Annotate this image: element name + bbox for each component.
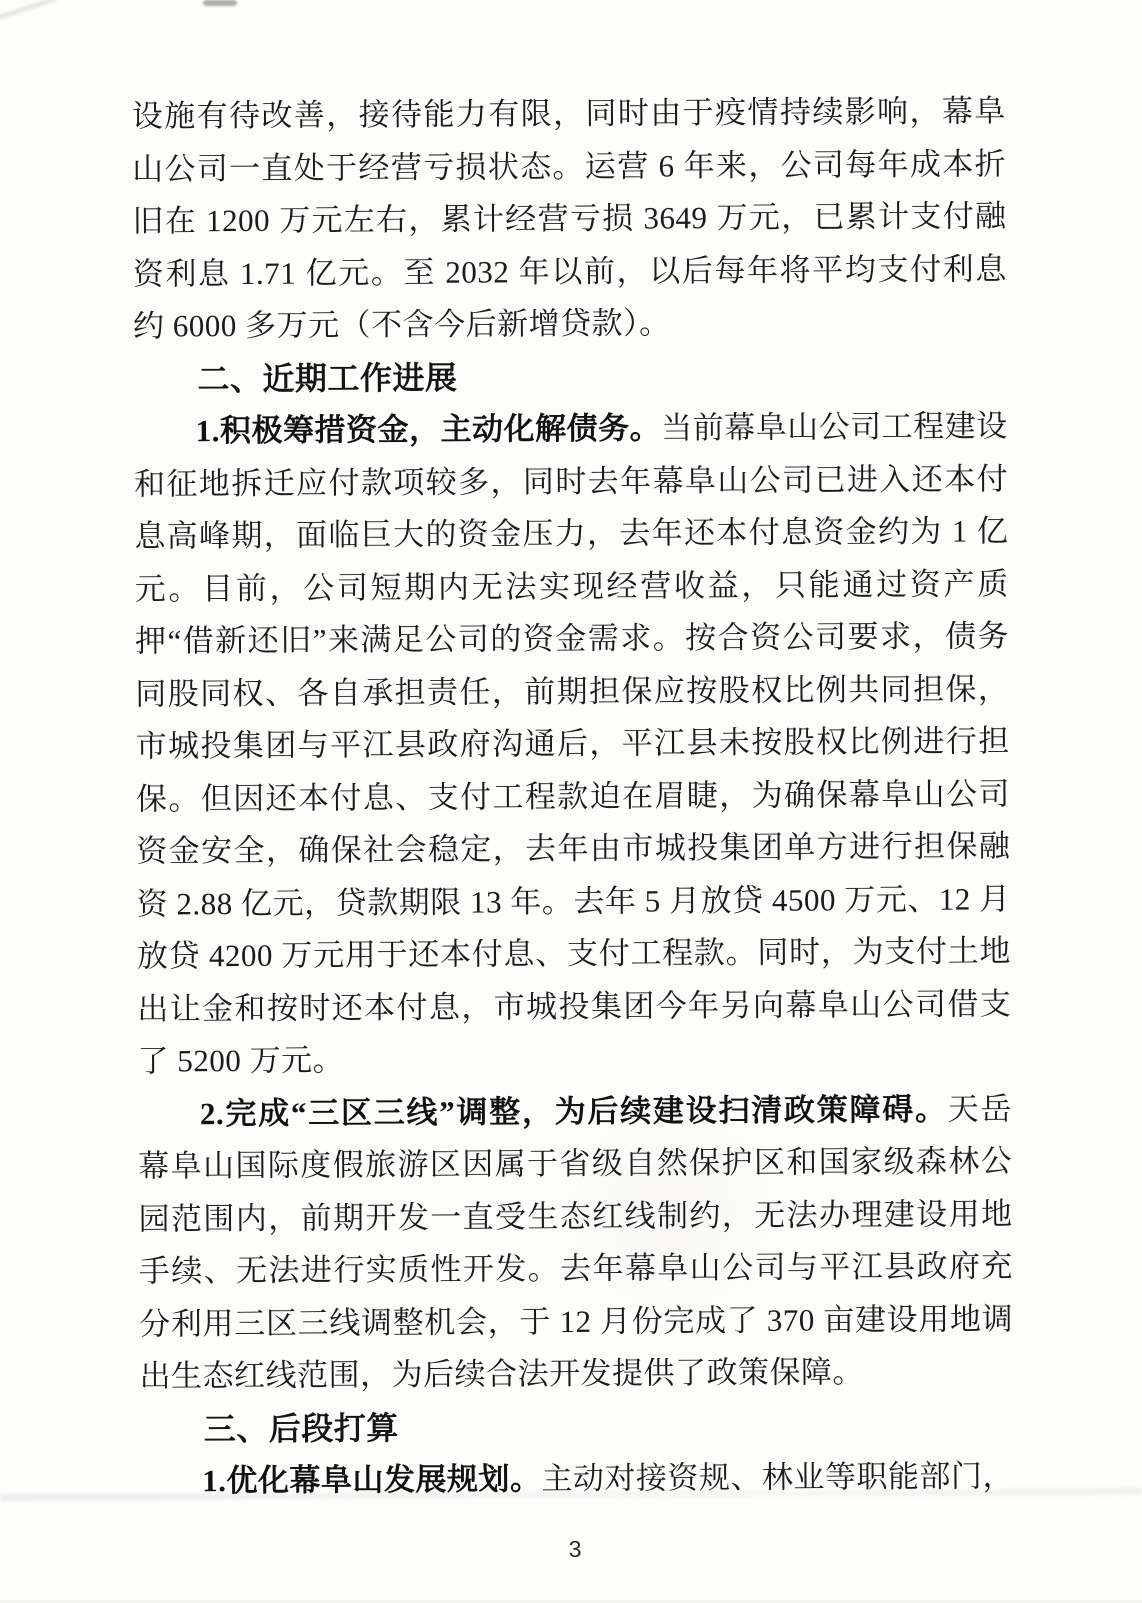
paragraph-development-planning <box>140 1450 1014 1508</box>
paragraph-bold-lead: 2.完成“三区三线”调整，为后续建设扫清政策障碍。 <box>199 1091 948 1131</box>
paragraph-fundraising-debt <box>134 400 1012 1088</box>
section-heading-future-plans: 三、后段打算 <box>203 1409 399 1447</box>
paragraph-text: 主动对接资规、林业等职能部门， <box>541 1458 1014 1497</box>
page-number: 3 <box>568 1535 583 1563</box>
paragraph-three-zones-adjustment <box>138 1083 1014 1403</box>
paragraph-bold-lead: 1.优化幕阜山发展规划。 <box>202 1461 542 1499</box>
section-heading-recent-progress: 二、近期工作进展 <box>197 359 458 397</box>
document-body-text <box>132 85 1015 1508</box>
paragraph-text: 天岳幕阜山国际度假旅游区因属于省级自然保护区和国家级森林公园范围内，前期开发一直受生态红线制约，无法办理建设用地手续、无法进行实质性开发。去年幕阜山公司与平江县政府充分利用三区三线调整机会，于 12 月份完成了 370 亩建设用地调出生态红线范围，为后续合法开发提供了政策保障。 <box>138 1090 1014 1394</box>
paragraph-text: 设施有待改善，接待能力有限，同时由于疫情持续影响，幕阜山公司一直处于经营亏损状态。运营 6 年来，公司每年成本折旧在 1200 万元左右，累计经营亏损 3649 万元，已累计支付融资利息 1.71 亿元。至 2032 年以前，以后每年将平均支付利息约 6000 多万元（不含今后新增贷款）。 <box>131 93 1007 344</box>
paragraph-text: 当前幕阜山公司工程建设和征地拆迁应付款项较多，同时去年幕阜山公司已进入还本付息高峰期，面临巨大的资金压力，去年还本付息资金约为 1 亿元。目前，公司短期内无法实现经营收益，只能通过资产质押“借新还旧”来满足公司的资金需求。按合资公司要求，债务同股同权、各自承担责任，前期担保应按股权比例共同担保，市城投集团与平江县政府沟通后，平江县未按股权比例进行担保。但因还本付息、支付工程款迫在眉睫，为确保幕阜山公司资金安全，确保社会稳定，去年由市城投集团单方进行担保融资 2.88 亿元，贷款期限 13 年。去年 5 月放贷 4500 万元、12 月放贷 4200 万元用于还本付息、支付工程款。同时，为支付土地出让金和按时还本付息，市城投集团今年另向幕阜山公司借支了 5200 万元。 <box>133 408 1012 1079</box>
paragraph-bold-lead: 1.积极筹措资金，主动化解债务。 <box>195 410 662 449</box>
paragraph-operating-losses <box>132 85 1008 353</box>
